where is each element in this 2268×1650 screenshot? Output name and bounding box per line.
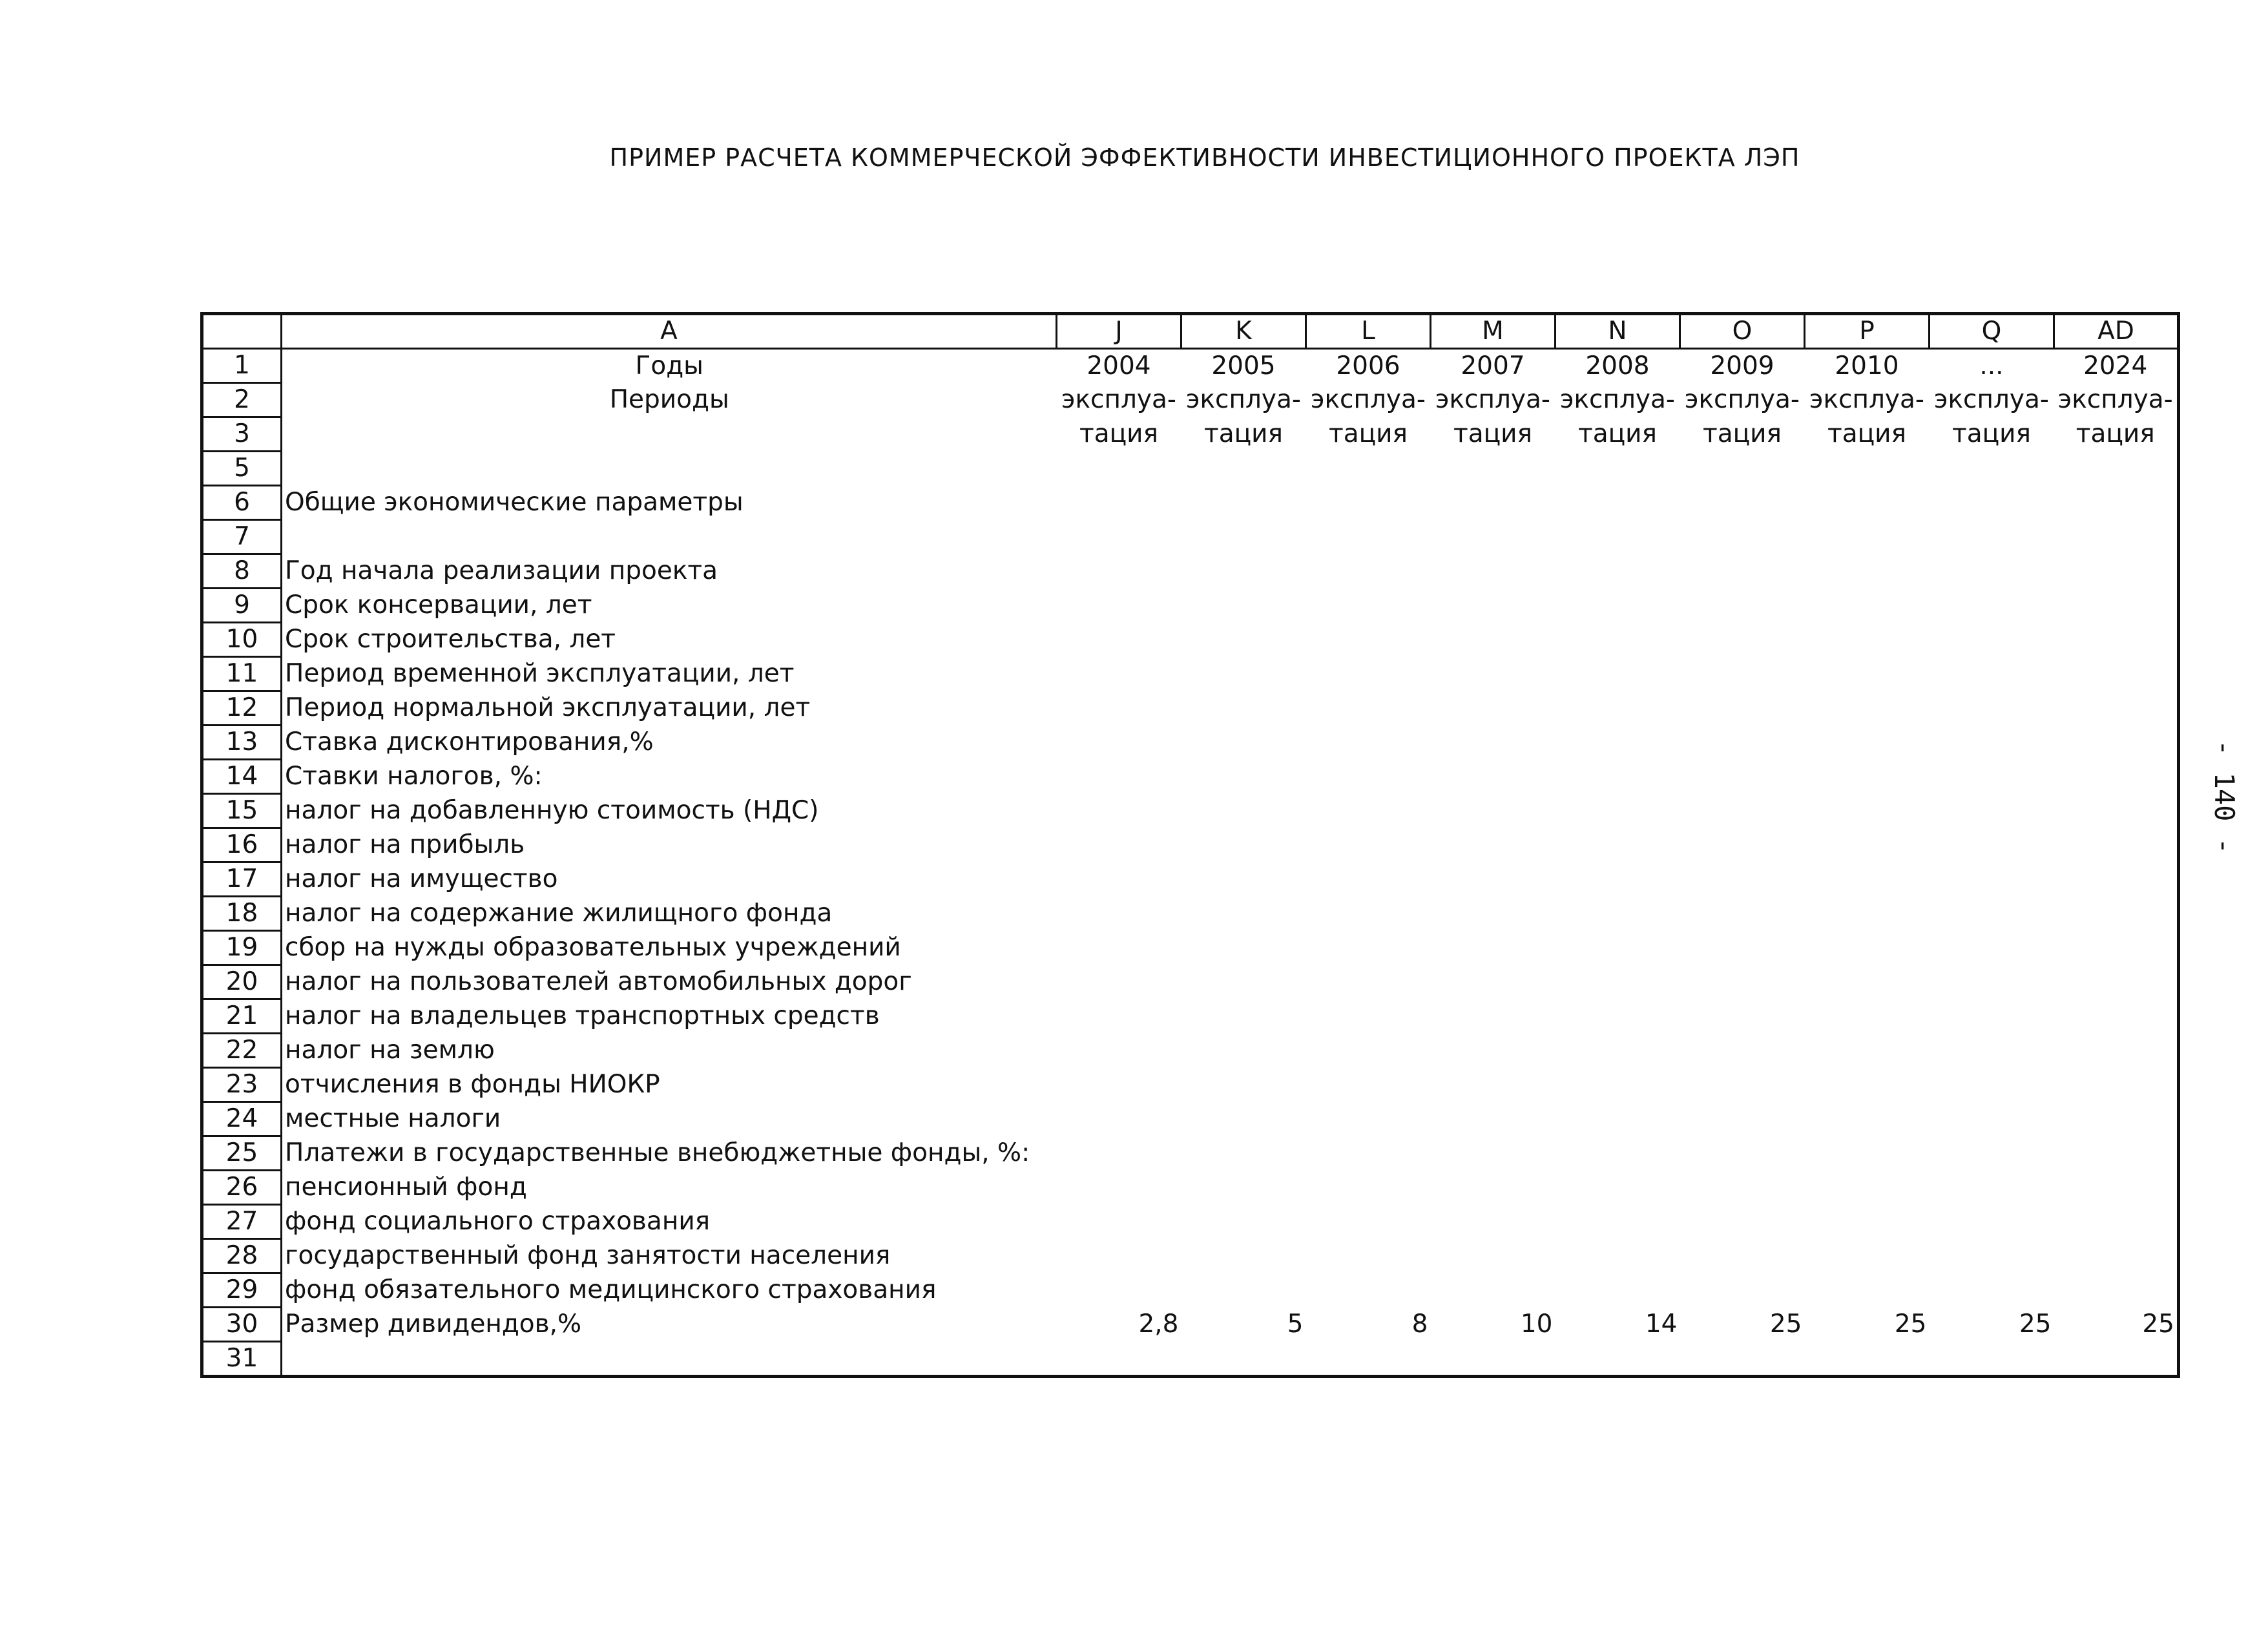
row-number: 14 bbox=[202, 760, 282, 794]
row-number: 7 bbox=[202, 520, 282, 554]
parameter-label: Срок консервации, лет bbox=[282, 589, 2179, 623]
group-label: Ставки налогов, %: bbox=[282, 760, 2179, 794]
period-cell: тация bbox=[2076, 419, 2155, 448]
row-22 bbox=[202, 1034, 2179, 1068]
period-cell: тация bbox=[1453, 419, 1532, 448]
parameter-label: Период нормальной эксплуатации, лет bbox=[282, 691, 2179, 726]
row-number: 23 bbox=[202, 1068, 282, 1102]
year-cell: 2006 bbox=[1336, 351, 1400, 381]
row-16 bbox=[202, 828, 2179, 862]
label-cell bbox=[282, 1342, 2179, 1377]
period-cell: тация bbox=[1703, 419, 1782, 448]
period-cell: тация bbox=[1578, 419, 1657, 448]
row-27 bbox=[202, 1205, 2179, 1239]
row-number: 18 bbox=[202, 897, 282, 931]
parameter-label: Период временной эксплуатации, лет bbox=[282, 657, 2179, 691]
row-12 bbox=[202, 691, 2179, 726]
parameter-label: налог на добавленную стоимость (НДС) bbox=[282, 794, 2179, 828]
row-6 bbox=[202, 486, 2179, 520]
row-20 bbox=[202, 965, 2179, 999]
period-cell: тация bbox=[1952, 419, 2031, 448]
row-number: 6 bbox=[202, 486, 282, 520]
row-number: 17 bbox=[202, 862, 282, 897]
row-number: 22 bbox=[202, 1034, 282, 1068]
row-26 bbox=[202, 1171, 2179, 1205]
corner-cell bbox=[202, 314, 282, 349]
parameter-label: государственный фонд занятости населения bbox=[282, 1239, 2179, 1273]
dividend-value: 14 bbox=[1645, 1310, 1678, 1339]
row-19 bbox=[202, 931, 2179, 965]
dividend-value: 5 bbox=[1287, 1310, 1304, 1339]
row-29 bbox=[202, 1273, 2179, 1308]
period-cell: тация bbox=[1329, 419, 1408, 448]
row-11 bbox=[202, 657, 2179, 691]
parameter-label: налог на пользователей автомобильных дорог bbox=[282, 965, 2179, 999]
column-header-p: P bbox=[1805, 314, 1930, 349]
page-title: ПРИМЕР РАСЧЕТА КОММЕРЧЕСКОЙ ЭФФЕКТИВНОСТИ ИНВЕСТИЦИОННОГО ПРОЕКТА ЛЭП bbox=[609, 143, 1800, 172]
row-2 bbox=[202, 383, 2179, 417]
period-cell: эксплуа- bbox=[1186, 385, 1301, 414]
parameter-label: пенсионный фонд bbox=[282, 1171, 2179, 1205]
row-30 bbox=[202, 1308, 2179, 1342]
row-number: 1 bbox=[202, 349, 282, 383]
dividend-value: 10 bbox=[1520, 1310, 1553, 1339]
period-cell: эксплуа- bbox=[1435, 385, 1550, 414]
row-8 bbox=[202, 554, 2179, 589]
parameter-label: фонд социального страхования bbox=[282, 1205, 2179, 1239]
parameter-label: отчисления в фонды НИОКР bbox=[282, 1068, 2179, 1102]
year-cell: 2010 bbox=[1835, 351, 1899, 381]
column-header-k: K bbox=[1181, 314, 1306, 349]
year-cell: 2008 bbox=[1585, 351, 1650, 381]
label-cell bbox=[282, 452, 2179, 486]
row-24 bbox=[202, 1102, 2179, 1136]
column-header-a: A bbox=[282, 314, 1057, 349]
dividend-value: 25 bbox=[1894, 1310, 1927, 1339]
label-cell bbox=[282, 417, 1057, 452]
row-23 bbox=[202, 1068, 2179, 1102]
period-cell: тация bbox=[1827, 419, 1906, 448]
row-10 bbox=[202, 623, 2179, 657]
column-header-l: L bbox=[1306, 314, 1431, 349]
row-number: 27 bbox=[202, 1205, 282, 1239]
years-label: Годы bbox=[282, 349, 1057, 383]
row-13 bbox=[202, 726, 2179, 760]
year-cell: ... bbox=[1979, 351, 2004, 381]
row-25 bbox=[202, 1136, 2179, 1171]
row-21 bbox=[202, 999, 2179, 1034]
period-cell: эксплуа- bbox=[1934, 385, 2049, 414]
dividend-value: 25 bbox=[2019, 1310, 2052, 1339]
row-number: 30 bbox=[202, 1308, 282, 1342]
row-number: 9 bbox=[202, 589, 282, 623]
column-header-ad: AD bbox=[2054, 314, 2179, 349]
period-cell: эксплуа- bbox=[1061, 385, 1176, 414]
row-28 bbox=[202, 1239, 2179, 1273]
group-label: Платежи в государственные внебюджетные фонды, %: bbox=[282, 1136, 2179, 1171]
parameter-label: налог на владельцев транспортных средств bbox=[282, 999, 2179, 1034]
column-header-m: M bbox=[1431, 314, 1555, 349]
row-number: 2 bbox=[202, 383, 282, 417]
dividend-value: 8 bbox=[1411, 1310, 1428, 1339]
parameter-label: Год начала реализации проекта bbox=[282, 554, 2179, 589]
parameter-label: налог на содержание жилищного фонда bbox=[282, 897, 2179, 931]
row-number: 26 bbox=[202, 1171, 282, 1205]
row-number: 21 bbox=[202, 999, 282, 1034]
row-number: 31 bbox=[202, 1342, 282, 1377]
row-17 bbox=[202, 862, 2179, 897]
periods-label: Периоды bbox=[282, 383, 1057, 417]
year-cell: 2004 bbox=[1087, 351, 1151, 381]
spreadsheet-table bbox=[200, 312, 2180, 1378]
period-cell: эксплуа- bbox=[2057, 385, 2173, 414]
parameter-label: налог на землю bbox=[282, 1034, 2179, 1068]
period-cell: эксплуа- bbox=[1311, 385, 1426, 414]
row-number: 8 bbox=[202, 554, 282, 589]
row-number: 25 bbox=[202, 1136, 282, 1171]
parameter-label: налог на прибыль bbox=[282, 828, 2179, 862]
row-5 bbox=[202, 452, 2179, 486]
row-number: 20 bbox=[202, 965, 282, 999]
row-number: 29 bbox=[202, 1273, 282, 1308]
label-cell bbox=[282, 520, 2179, 554]
page-number: - 140 - bbox=[2209, 740, 2240, 855]
row-number: 11 bbox=[202, 657, 282, 691]
section-title: Общие экономические параметры bbox=[282, 486, 2179, 520]
parameter-label: Размер дивидендов,% bbox=[282, 1308, 1057, 1342]
row-number: 10 bbox=[202, 623, 282, 657]
parameter-label: налог на имущество bbox=[282, 862, 2179, 897]
dividend-value: 2,8 bbox=[1138, 1310, 1179, 1339]
parameter-label: местные налоги bbox=[282, 1102, 2179, 1136]
parameter-label: Ставка дисконтирования,% bbox=[282, 726, 2179, 760]
row-31 bbox=[202, 1342, 2179, 1377]
dividend-value: 25 bbox=[1769, 1310, 1802, 1339]
column-header-row bbox=[202, 314, 2179, 349]
row-1 bbox=[202, 349, 2179, 383]
row-number: 28 bbox=[202, 1239, 282, 1273]
parameter-label: сбор на нужды образовательных учреждений bbox=[282, 931, 2179, 965]
row-number: 12 bbox=[202, 691, 282, 726]
row-number: 13 bbox=[202, 726, 282, 760]
dividend-value: 25 bbox=[2142, 1310, 2174, 1339]
row-number: 24 bbox=[202, 1102, 282, 1136]
parameter-label: фонд обязательного медицинского страхования bbox=[282, 1273, 2179, 1308]
row-number: 5 bbox=[202, 452, 282, 486]
column-header-o: O bbox=[1680, 314, 1805, 349]
year-cell: 2009 bbox=[1710, 351, 1774, 381]
period-cell: тация bbox=[1079, 419, 1158, 448]
row-18 bbox=[202, 897, 2179, 931]
column-header-q: Q bbox=[1930, 314, 2054, 349]
parameter-label: Срок строительства, лет bbox=[282, 623, 2179, 657]
period-cell: эксплуа- bbox=[1809, 385, 1924, 414]
column-header-j: J bbox=[1057, 314, 1181, 349]
period-cell: эксплуа- bbox=[1685, 385, 1800, 414]
row-14 bbox=[202, 760, 2179, 794]
row-number: 15 bbox=[202, 794, 282, 828]
year-cell: 2024 bbox=[2083, 351, 2148, 381]
column-header-n: N bbox=[1555, 314, 1680, 349]
row-15 bbox=[202, 794, 2179, 828]
row-number: 19 bbox=[202, 931, 282, 965]
row-3 bbox=[202, 417, 2179, 452]
row-number: 3 bbox=[202, 417, 282, 452]
period-cell: тация bbox=[1204, 419, 1283, 448]
year-cell: 2007 bbox=[1461, 351, 1525, 381]
row-9 bbox=[202, 589, 2179, 623]
period-cell: эксплуа- bbox=[1560, 385, 1675, 414]
year-cell: 2005 bbox=[1211, 351, 1276, 381]
row-7 bbox=[202, 520, 2179, 554]
row-number: 16 bbox=[202, 828, 282, 862]
